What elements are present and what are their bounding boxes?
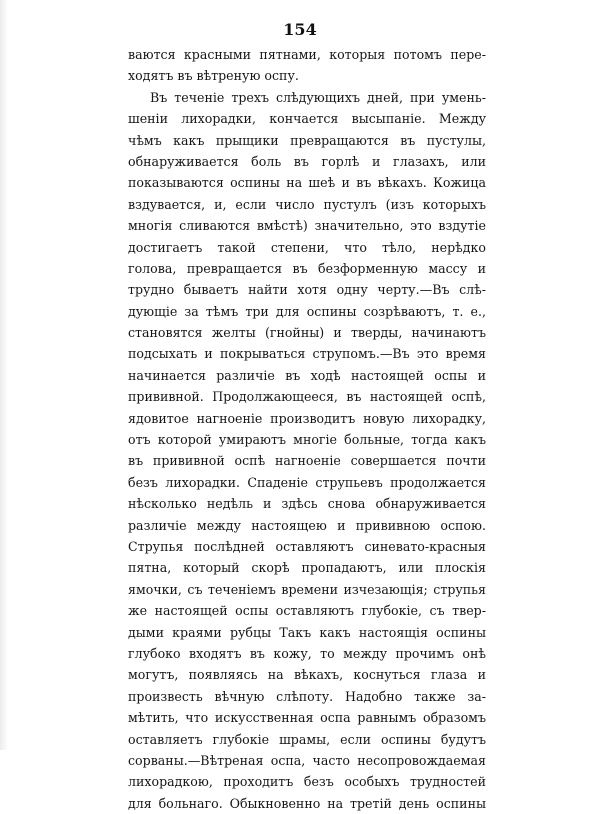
- text-line: для больнаго. Обыкновенно на третій день оспины: [128, 795, 486, 811]
- text-line: трудно бываетъ найти хотя одну черту.—Въ слѣ-: [128, 282, 486, 298]
- text-line: же настоящей оспы оставляютъ глубокіе, съ твер-: [128, 603, 486, 619]
- text-line: обнаруживается боль въ горлѣ и глазахъ, или: [128, 153, 486, 169]
- page-fold-shadow: [0, 0, 8, 750]
- text-line: вздувается, и, если число пустулъ (изъ которыхъ: [128, 196, 486, 212]
- text-line: оставляетъ глубокіе шрамы, если оспины будутъ: [128, 731, 486, 747]
- text-line: ходятъ въ вѣтреную оспу.: [128, 68, 299, 84]
- text-line: безъ лихорадки. Спаденіе струпьевъ продолжается: [128, 474, 486, 490]
- text-line: Въ теченіе трехъ слѣдующихъ дней, при умень-: [150, 89, 486, 105]
- text-line: ямочки, съ теченіемъ времени изчезающія; струпья: [128, 581, 486, 597]
- body-text: [128, 44, 486, 814]
- text-line: чѣмъ какъ прыщики превращаются въ пустулы,: [128, 132, 486, 148]
- text-line: могутъ, появляясь на вѣкахъ, коснуться глаза и: [128, 667, 486, 683]
- text-line: становятся желты (гнойны) и тверды, начинаютъ: [128, 325, 486, 341]
- text-line: въ прививной оспѣ нагноеніе совершается почти: [128, 453, 486, 469]
- text-line: различіе между настоящею и прививною оспою.: [128, 517, 486, 533]
- text-line: нѣсколько недѣль и здѣсь снова обнаруживается: [128, 496, 486, 512]
- text-line: дующіе за тѣмъ три для оспины созрѣваютъ, т. е.,: [128, 303, 486, 319]
- text-line: прививной. Продолжающееся, въ настоящей оспѣ,: [128, 389, 486, 405]
- text-line: показываются оспины на шеѣ и въ вѣкахъ. Кожица: [128, 175, 486, 191]
- text-line: глубоко входятъ въ кожу, то между прочимъ онѣ: [128, 645, 486, 661]
- text-line: подсыхать и покрываться струпомъ.—Въ это время: [128, 346, 486, 362]
- page-number: 154: [283, 20, 317, 39]
- text-line: сорваны.—Вѣтреная оспа, часто несопровождаемая: [128, 752, 486, 768]
- text-line: мѣтить, что искусственная оспа равнымъ образомъ: [128, 710, 486, 726]
- text-line: начинается различіе въ ходѣ настоящей оспы и: [128, 367, 486, 383]
- text-line: достигаетъ такой степени, что тѣло, нерѣдко: [128, 239, 486, 255]
- text-line: ваются красными пятнами, которыя потомъ пере-: [128, 47, 486, 62]
- text-line: Струпья послѣдней оставляютъ синевато-красныя: [128, 538, 486, 554]
- text-line: голова, превращается въ безформенную массу и: [128, 260, 486, 276]
- text-line: дыми краями рубцы Такъ какъ настоящія оспины: [128, 624, 486, 640]
- text-line: отъ которой умираютъ многіе больные, тогда какъ: [128, 432, 486, 448]
- text-line: шеніи лихорадки, кончается высыпаніе. Между: [128, 111, 486, 127]
- text-line: пятна, который скорѣ пропадаютъ, или плоскія: [128, 560, 486, 576]
- text-line: произвесть вѣчную слѣпоту. Надобно также за-: [128, 688, 486, 704]
- text-line: лихорадкою, проходитъ безъ особыхъ трудностей: [128, 774, 486, 790]
- text-line: многія сливаются вмѣстѣ) значительно, это вздутіе: [128, 218, 486, 234]
- text-line: ядовитое нагноеніе производитъ новую лихорадку,: [128, 410, 486, 426]
